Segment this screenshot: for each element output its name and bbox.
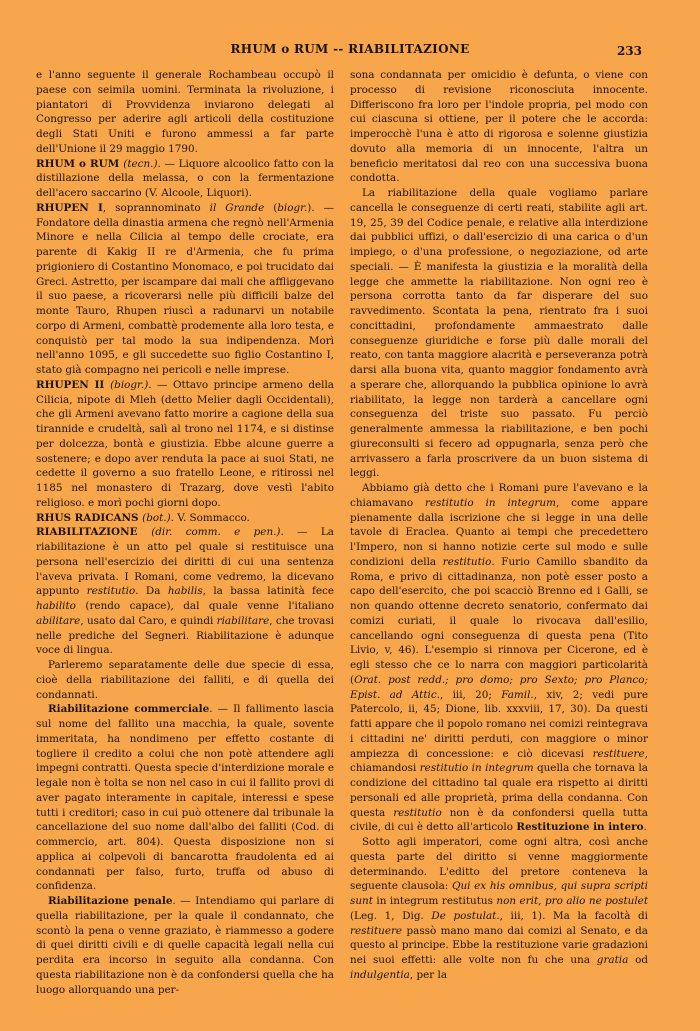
paragraph [350,68,648,186]
body-text: . Furio Camillo sbandito da Roma, e privo di cittadinanza, non potè esser posto a capo dell'esercito, che poi scacciò Brenno ed i Galli, se non quando ottenne decreto senatorio, confermato dai comizi curiati, il quale lo rivocava dall'esilio, cancellando ogni conseguenza di questa pena (Tito Livio, v, 46). L'esempio si rinnova per Cicerone, ed è egli stesso che ce lo narra con maggiori particolarità ( [350,555,649,686]
italic-text: (dir. comm. e pen.) [151,526,281,539]
italic-text: Orat. post redd.; pro domo; pro Sexto; pro Planco; Epist. ad Attic. [350,673,648,701]
italic-text: il Grande [209,201,265,214]
body-text: ). — Fondatore della dinastia armena che regnò nell'Armenia Minore e nella Cilicia al tempo delle crociate, era parente di Kakig II re d'Armenia, che fu prima prigioniero di Costantino Monomaco, e poi trucidato dai Greci. Astretto, per iscampare dai mali che affliggevano il suo paese, a ricoverarsi nelle più difficili balze del monte Tauro, Rhupen riuscì a radunarvi un notabile corpo di Armeni, combattè prodemente alla loro testa, e conquistò per tal modo la sua indipendenza. Morì nell'anno 1095, e gli succedette suo figlio Costantino I, stato già compagno nei pericoli e nelle imprese. [36,201,335,376]
body-text: ( [264,201,278,214]
paragraph [36,658,334,702]
entry-headword: RHUM o RUM [36,157,124,170]
dictionary-entry [36,378,334,511]
entry-headword: RHUS RADICANS [36,511,143,524]
italic-text: indulgentia [350,968,410,981]
paragraph [36,702,334,894]
body-text: . — Intendiamo qui parlare di quella riabilitazione, per la quale il condannato, che scontò la pena o venne graziato, è riammesso a godere di quei diritti civili e di quelle capacità legali nella cui perdita era incorso in seguito alla condanna. Con questa riabilitazione non è da confondersi quella che ha luogo allorquando una per- [36,895,334,996]
italic-text: biogr. [277,201,308,214]
paragraph [36,894,334,997]
running-header: RHUM o RUM -- RIABILITAZIONE [230,42,470,56]
body-text: , iii, 20; [439,688,502,701]
dictionary-entry [36,157,334,201]
body-text: , soprannominato [102,201,210,214]
italic-text: non erit, pro alio ne postulet [496,895,649,907]
italic-text: habilito [36,600,76,612]
italic-text: restitutio [442,555,492,568]
body-text: (Leg. 1, Dig. [350,909,432,922]
italic-text: restituere [350,924,403,937]
dictionary-entry [36,511,334,526]
italic-text: riabilitare [216,614,270,627]
italic-text: Famil. [501,688,534,701]
italic-text: restituere [592,747,645,760]
body-text: , usato dal Caro, e quindi [80,614,217,627]
body-text: e l'anno seguente il generale Rochambeau occupò il paese con seimila uomini. Terminata la rivoluzione, i piantatori di Provvidenza inviarono delegati al Congresso per aderire agli articoli della costituzione degli Stati Uniti e furono ammessi a far parte dell'Unione il 29 maggio 1790. [36,69,334,155]
italic-text: (biogr.) [110,378,149,391]
left-column [36,68,334,997]
body-text: , chiamandosi [350,747,648,775]
body-text: Sotto agli imperatori, come ogni altra, così anche questa parte del diritto si venne maggiormente determinando. L'editto del pretore conteneva la seguente clausola: [350,836,648,893]
body-text: , per la [409,968,448,981]
body-text: , iii, 1). Ma la facoltà di [499,909,648,922]
italic-text: abilitare [36,614,81,627]
italic-text: (tecn.) [123,157,158,170]
body-text: sona condannata per omicidio è defunta, o viene con processo di revisione riconosciuta innocente. Differiscono fra loro per l'indole propria, pel modo con cui ciascuna si ottiene, per il potere che le accorda: imperocchè l'una è atto di rigorosa e solenne giustizia dovuto alla memoria di un innocente, l'altra un beneficio meritatosi dal reo con una successiva buona condotta. [350,69,648,185]
body-text: . — Ottavo principe armeno della Cilicia, nipote di Mleh (detto Melier dagli Occidentali), che gli Armeni avevano fatto morire a cagione della sua tirannide e crudeltà, salì al trono nel 1174, e si distinse per dolcezza, bontà e giustizia. Ebbe alcune guerre a sostenere; e dopo aver renduta la pace ai suoi Stati, ne cedette il governo a suo fratello Leone, e ritirossi nel 1185 nel monastero di Trazarg, dove vestì l'abito religioso. e morì pochi giorni dopo. [36,378,335,509]
italic-text: restitutio in integrum [425,496,556,509]
body-text: . V. Sommacco. [170,511,250,524]
body-text: in integrum restitutus [372,895,497,907]
italic-text: (bot.) [142,511,171,524]
entry-headword: RHUPEN II [36,378,111,391]
body-text: passò mano mano dai comizi al Senato, e da questo al principe. Ebbe la restituzione varie gradazioni nei suoi effetti: alle volte non fu che una [350,924,648,966]
entry-headword: RIABILITAZIONE [36,526,152,539]
italic-text: restitutio [393,806,442,819]
italic-text: restitutio [86,585,136,598]
italic-text: habilis [167,585,203,598]
body-text: Parleremo separatamente delle due specie di essa, cioè della riabilitazione dei falliti, e di quella dei condannati. [36,659,334,701]
entry-headword: Riabilitazione penale [48,895,173,907]
body-text: . Da [135,585,168,598]
entry-headword: RHUPEN I [36,201,103,214]
body-text: (rendo capace), dal quale venne l'italiano [75,600,334,612]
body-text: quella che tornava la condizione del cittadino tal quale era rispetto ai diritti personali ed alle proprietà, prima della condanna. Con questa [350,762,648,819]
body-text: od [628,954,648,966]
entry-headword: Restituzione in intero [516,821,644,834]
paragraph [350,835,648,983]
body-text: La riabilitazione della quale vogliamo parlare cancella le conseguenze di certi reati, stabilite agli art. 19, 25, 39 del Codice penale, e relative alla interdizione dai pubblici uffizi, o dall'esercizio di una carica o d'un impiego, o d'una professione, o negoziazione, od arte speciali. — È manifesta la giustizia e la moralità della legge che ammette la riabilitazione. Non ogni reo è persona corrotta tanto da far disperare del suo ravvedimento. Scontata la pena, rientrato fra i suoi concittadini, profondamente ammaestrato dalle conseguenze giuridiche e forse più dalle morali del reato, con tanta maggiore alacrità e perseveranza potrà darsi alla buona vita, quanto maggior fondamento avrà a sperare che, allorquando la pubblica opinione lo avrà riabilitato, la legge non tarderà a cancellare ogni conseguenza del triste suo passato. Fu perciò generalmente ammessa la riabilitazione, e ben pochi giureconsulti si fecero ad oppugnarla, senza però che arrivassero a farla proscrivere da un buon sistema di leggi. [350,187,648,480]
body-text: . — Il fallimento lascia sul nome del fallito una macchia, la quale, sovente immeritata, ha nondimeno per effetto costante di togliere il credito a colui che non potè attendere agli impegni contratti. Questa specie d'interdizione morale e legale non è tolta se non nel caso in cui il fallito provi di aver pagato interamente in capitale, interessi e spese tutti i creditori; caso in cui può ottenere dal tribunale la cancellazione del suo nome dall'albo dei falliti (Cod. di commercio, art. 804). Questa disposizione non si applica ai colpevoli di bancarotta fraudolenta ed ai condannati per falso, furto, truffa od abuso di confidenza. [36,703,334,893]
body-text: . — La riabilitazione è un atto pel quale si restituisce una persona nell'esercizio dei diritti di cui una sentenza l'aveva privata. I Romani, come vedremo, la dicevano appunto [36,526,334,598]
paragraph [350,481,648,835]
body-text: non è da confondersi quella tutta civile, di cui è detto all'articolo [350,806,649,834]
body-text: , come appare pienamente dalla iscrizione che si legge in una delle tavole di Eraclea. Quanto ai tempi che precedettero l'Impero, non si hanno notizie certe sul modo e sulle condizioni della [350,496,648,568]
dictionary-entry [36,201,334,378]
italic-text: gratia [596,954,629,966]
paragraph [36,68,334,157]
body-text: , che trovasi nelle prediche del Segneri. Riabilitazione è adunque voce di lingua. [36,614,334,657]
italic-text: De postulat. [431,909,500,922]
body-text: Abbiamo già detto che i Romani pure l'avevano e la chiamavano [350,482,648,509]
body-text: . — Liquore alcoolico fatto con la distillazione della melassa, o con la fermentazione dell'acero saccarino (V. Alcoole, Liquori). [36,157,334,199]
dictionary-entry [36,525,334,658]
body-text: , la bassa latinità fece [202,585,335,598]
body-text: . [643,821,647,834]
italic-text: Qui ex his omnibus, qui supra scripti sunt [350,880,649,907]
entry-headword: Riabilitazione commerciale [48,703,210,716]
page-number: 233 [616,44,642,58]
right-column [350,68,648,983]
paragraph [350,186,648,481]
italic-text: restitutio in integrum [419,762,534,775]
body-text: , xiv, 2; vedi pure Patercolo, ii, 45; Dione, lib. xxxviii, 17, 30). Da questi fatti appare che il popolo romano nei comizi reintegrava i cittadini ne' diritti perduti, con maggiore o minor ampiezza di concessione: e ciò dicevasi [350,688,648,760]
